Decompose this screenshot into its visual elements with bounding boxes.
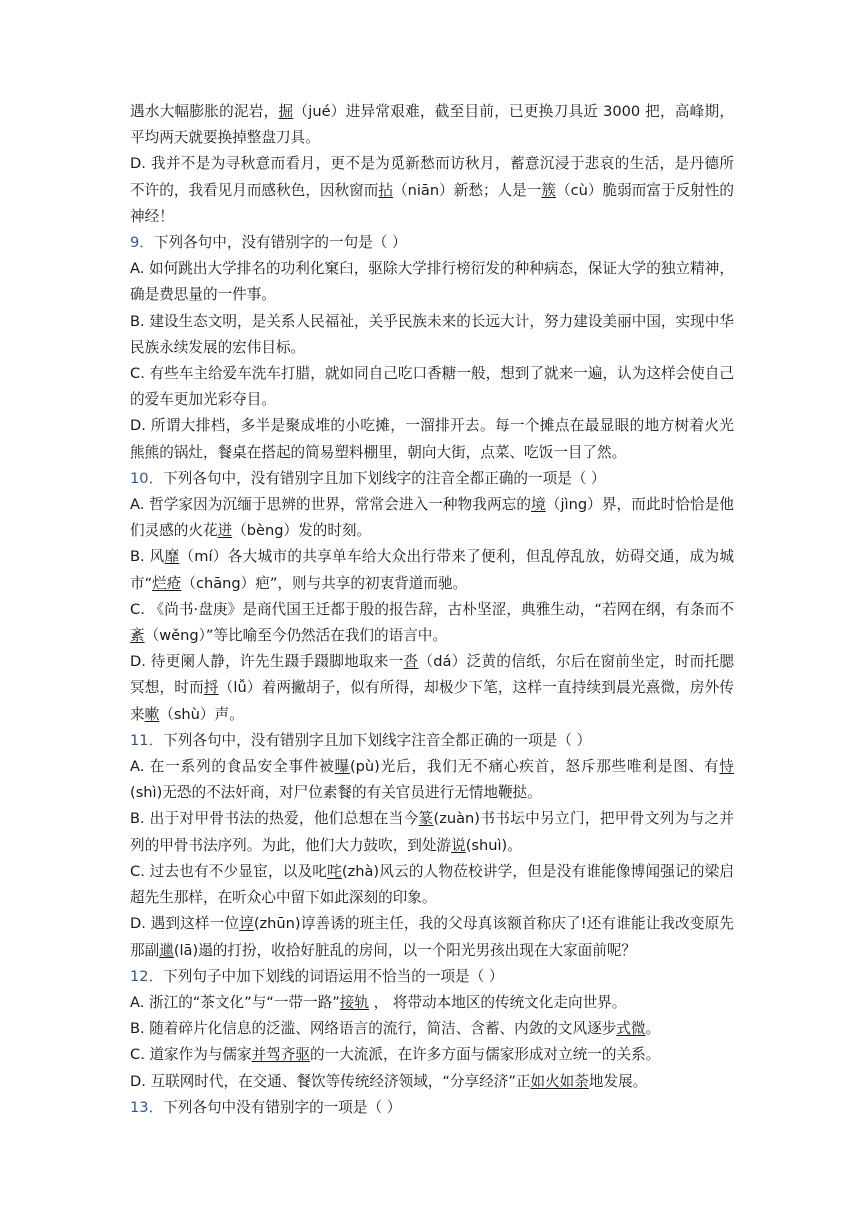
answer-option [130,911,734,963]
answer-option [130,859,734,911]
underlined-term: 紊 [130,627,145,645]
text-run: (pù)光后，我们无不痛心疾首，怒斥那些唯利是图、有 [349,758,720,776]
underlined-term: 烂疮 [152,574,182,592]
underlined-term: 沓 [403,653,419,671]
underlined-term: 邋 [159,941,174,959]
question-stem [130,728,734,754]
underlined-term: 谆 [239,915,254,933]
text-run: C. 道家作为与儒家 [130,1046,252,1064]
answer-option [130,151,734,230]
exam-page [130,99,734,1121]
text-run: 遇水大幅膨胀的泥岩， [130,103,279,120]
underlined-term: 咤 [327,862,342,880]
underlined-term: 恃 [719,758,734,776]
text-run: （lǚ）着两撇胡子，似有所得，却极少下笔，这样一直持续到晨光熹微，房外传来 [130,679,734,723]
text-run: B. 风 [130,548,165,566]
question-stem [130,466,734,492]
question-number: 9． [130,234,154,252]
text-run: 地发展。 [588,1072,648,1090]
text-run: B. 出于对甲骨书法的热爱，他们总想在当今 [130,810,419,828]
underlined-term: 迸 [217,522,233,540]
text-run: A. 浙江的“茶文化”与“一带一路” [130,993,340,1011]
answer-option [130,754,734,806]
underlined-term: 式微 [616,1020,646,1038]
text-run: （bèng）发的时刻。 [232,522,372,540]
text-run: 。 [645,1020,661,1038]
question-stem [130,964,734,990]
text-run: D. 遇到这样一位 [130,915,240,933]
text-run: 下列各句中，没有错别字且加下划线字的注音全都正确的一项是（ ） [163,469,606,487]
text-run: (zuàn)书书坛中另立门，把甲骨文列为与之并列的甲骨书法序列。为此，他们大力鼓吹，到处游 [130,810,734,854]
answer-option [130,492,734,544]
answer-option [130,597,734,649]
underlined-term: 接轨 [339,993,369,1011]
text-run: (zhà)风云的人物莅校讲学，但是没有谁能像博闻强记的梁启超先生那样，在听众心中留下如此深刻的印象。 [130,862,734,907]
answer-option [130,990,734,1016]
answer-option [130,649,734,728]
text-run: 下列各句中，没有错别字且加下划线字注音全都正确的一项是（ ） [163,731,592,749]
text-run: (lā)遢的打扮，收拾好脏乱的房间，以一个阳光男孩出现在大家面前呢？ [173,941,637,959]
answer-option [130,1016,734,1042]
answer-option [130,544,734,596]
answer-option [130,1069,734,1095]
text-run: A. 哲学家因为沉缅于思辨的世界，常常会进入一种物我两忘的 [130,496,532,514]
underlined-term: 靡 [164,548,180,566]
answer-option [130,256,734,308]
text-run: ， 将带动本地区的传统文化走向世界。 [368,993,627,1011]
text-run: (zhūn)谆善诱的班主任，我的父母真该额首称庆了!还有谁能让我改变原先那副 [130,915,734,959]
answer-option [130,309,734,361]
question-number: 10． [130,469,164,487]
underlined-term: 掘 [278,103,294,120]
underlined-term: 如火如荼 [530,1072,589,1090]
text-run: （cù）脆弱而富于反射性的神经！ [130,181,734,225]
text-run: （shù）声。 [159,705,244,723]
question-stem [130,1095,734,1121]
question-number: 12． [130,967,164,985]
underlined-term: 说 [451,836,466,854]
text-run: D. 我并不是为寻秋意而看月，更不是为觅新愁而访秋月，蓄意沉浸于悲哀的生活，是丹德所不许的，我看见月而感秋色，因秋窗而 [130,155,734,199]
text-run: （niān）新愁；人是一 [393,181,542,199]
answer-option [130,413,734,465]
text-run: （chāng）疤”，则与共享的初衷背道而驰。 [181,574,468,592]
text-run: （dá）泛黄的信纸，尔后在窗前坐定，时而托腮冥想，时而 [130,653,734,697]
text-run: 的一大流派，在许多方面与儒家形成对立统一的关系。 [310,1046,661,1064]
text-run: D. 互联网时代，在交通、餐饮等传统经济领域，“分享经济”正 [130,1072,531,1090]
answer-option [130,99,734,151]
underlined-term: 拈 [378,181,393,199]
underlined-term: 并驾齐驱 [251,1046,311,1064]
question-number: 11． [130,731,164,749]
text-run: （mí）各大城市的共享单车给大众出行带来了便利，但乱停乱放，妨碍交通，成为城市“ [130,548,734,592]
text-run: 下列句子中加下划线的词语运用不恰当的一项是（ ） [163,967,504,985]
text-run: (shì)无恐的不法奸商，对尸位素餐的有关官员进行无情地鞭挞。 [130,784,542,802]
text-run: (shuì)。 [465,836,522,854]
underlined-term: 簇 [541,181,557,199]
text-run: C. 过去也有不少显宦，以及叱 [130,862,328,880]
text-run: （wěng）”等比喻至今仍然活在我们的语言中。 [144,627,447,645]
question-number: 13． [130,1098,164,1116]
answer-option [130,361,734,413]
text-run: 下列各句中没有错别字的一项是（ ） [163,1098,402,1116]
text-run: （jìng）界，而此时恰恰是他们灵感的火花 [130,496,734,540]
text-run: C. 有些车主给爱车洗车打腊，就如同自己吃口香糖一般，想到了就来一遍，认为这样会使自己的爱车更加光彩夺目。 [130,365,734,409]
answer-option [130,1042,734,1068]
answer-option [130,806,734,858]
question-stem [130,230,734,256]
underlined-term: 曝 [334,758,350,776]
text-run: A. 如何跳出大学排名的功利化窠臼，驱除大学排行榜衍发的种种病态，保证大学的独立精神，确是费思量的一件事。 [130,260,734,304]
text-run: （jué）进异常艰难，截至目前，已更换刀具近 3000 把，高峰期，平均两天就要换掉整盘刀具。 [130,103,734,147]
text-run: B. 建设生态文明，是关系人民福祉，关乎民族未来的长远大计，努力建设美丽中国，实现中华民族永续发展的宏伟目标。 [130,312,734,356]
text-run: 下列各句中，没有错别字的一句是（ ） [153,234,407,252]
underlined-term: 篆 [418,810,434,828]
text-run: D. 待更阑人静，许先生蹑手蹑脚地取来一 [130,653,404,671]
text-run: D. 所谓大排档，多半是聚成堆的小吃摊，一溜排开去。每一个摊点在最显眼的地方树着火光熊熊的锅灶，餐桌在搭起的简易塑料棚里，朝向大街，点菜、吃饭一目了然。 [130,417,734,461]
underlined-term: 嗽 [144,705,160,723]
text-run: B. 随着碎片化信息的泛滥、网络语言的流行，简洁、含蓄、内敛的文风逐步 [130,1020,617,1038]
text-run: A. 在一系列的食品安全事件被 [130,758,335,776]
underlined-term: 境 [531,496,546,514]
underlined-term: 捋 [203,679,219,697]
text-run: C. 《尚书·盘庚》是商代国王迁都于殷的报告辞，古朴坚涩，典雅生动，“若网在纲，有条而不 [130,600,734,618]
